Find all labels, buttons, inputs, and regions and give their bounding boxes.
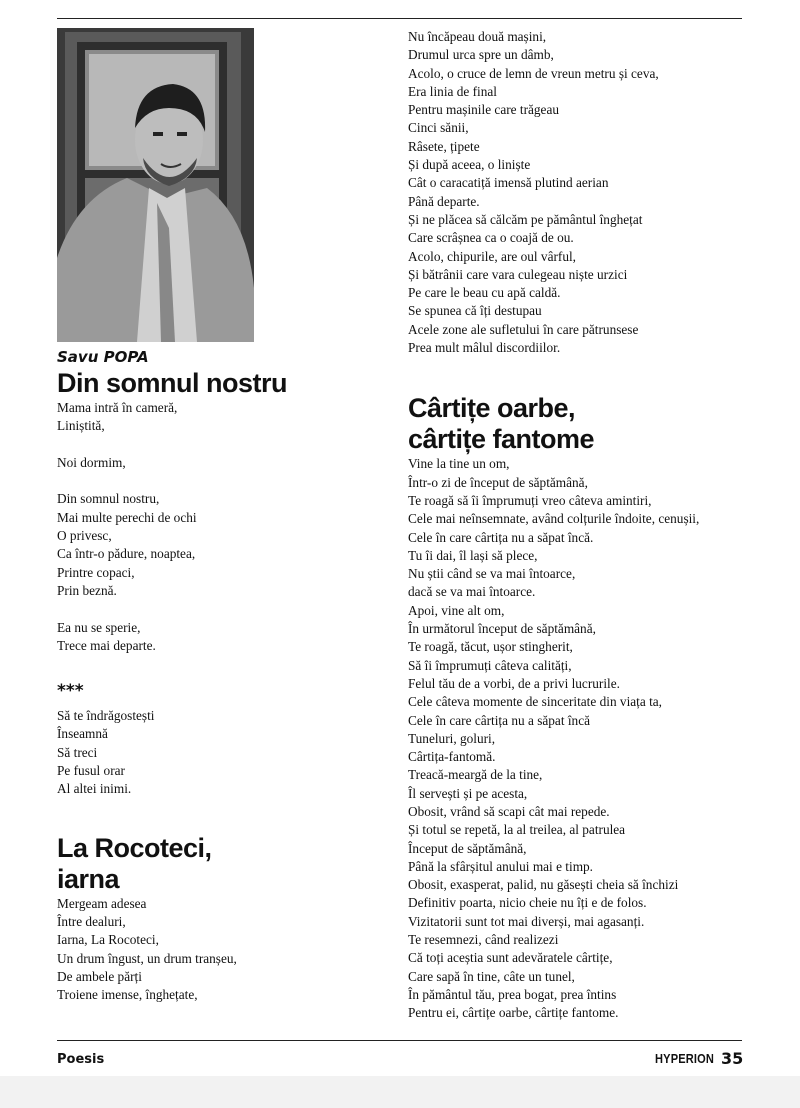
poem-line: Din somnul nostru, [57,491,160,507]
poem-la-rocoteci-part-2 [408,28,748,357]
poem-cartite-oarbe [408,455,748,1022]
stanza [57,619,387,656]
poem-title-line: Cârtițe oarbe, [408,393,576,424]
poem-line: O privesc, [57,528,112,544]
poem-line: Noi dormim, [57,454,126,470]
poem-line: Apoi, vine alt om, [408,602,505,618]
poem-line: Vine la tine un om, [408,456,510,472]
poem-line: Și bătrânii care vara culegeau niște urzici [408,266,628,282]
poem-line: Felul tău de a vorbi, de a privi lucrurile. [408,675,620,691]
stanza [57,490,387,600]
poem-line: Și totul se repetă, la al treilea, al patrulea [408,822,626,838]
poem-line: Prin beznă. [57,582,117,598]
poem-line: dacă se va mai întoarce. [408,584,536,600]
poem-line: Nu încăpeau două mașini, [408,29,547,44]
poem-line: Râsete, țipete [408,138,480,154]
poem-line: Pe fusul orar [57,763,125,779]
poem-line: În pământul tău, prea bogat, prea întins [408,986,617,1002]
poem-line: Să te îndrăgostești [57,708,155,724]
poem-line: Drumul urca spre un dâmb, [408,47,554,63]
poem-line: Cele câteva momente de sinceritate din viața ta, [408,694,663,710]
poem-title-line: cârtițe fantome [408,424,595,455]
poem-line: Iarna, La Rocoteci, [57,932,159,948]
poem-line: Acolo, chipurile, are oul vârful, [408,248,576,264]
poem-line: Cârtița-fantomă. [408,749,496,765]
poem-line: Cele în care cârtița nu a săpat încă. [408,529,594,545]
top-rule [57,18,742,19]
poem-line: Cele în care cârtița nu a săpat încă [408,712,590,728]
right-column [408,28,748,1023]
author-photo [57,28,254,342]
poem-line: Un drum îngust, un drum tranșeu, [57,950,237,966]
footer-section-name: Poesis [57,1052,105,1067]
poem-line: Cele mai neînsemnate, având colțurile îndoite, cenușii, [408,511,700,527]
poem-line: Trece mai departe. [57,637,156,653]
poem-line: Că toți aceștia sunt adevăratele cârtițe, [408,950,613,966]
footer-magazine-name: HYPERION [655,1051,715,1066]
poem-line: Tu îi dai, îl lași să plece, [408,547,538,563]
footer-page-number: 35 [721,1049,744,1068]
poem-line: Obosit, exasperat, palid, nu găsești cheia să închizi [408,877,679,893]
poem-line: Te roagă să îi împrumuți vreo câteva amintiri, [408,492,652,508]
poem-line: Definitiv poarta, nicio cheie nu îți e de folos. [408,895,647,911]
poem-la-rocoteci-part-1 [57,895,387,1005]
poem-line: Te roagă, tăcut, ușor stingherit, [408,639,573,655]
poem-title-asterisks: *** [57,681,84,702]
poem-title-line: La Rocoteci, [57,832,212,863]
poem-line: Obosit, vrând să scapi cât mai repede. [408,803,610,819]
poem-line: Treacă-meargă de la tine, [408,767,543,783]
poem-line: Cinci sănii, [408,120,469,136]
poem-line: Până la sfârșitul anului mai e timp. [408,858,594,874]
stanza [57,399,387,436]
poem-line: Printre copaci, [57,564,135,580]
poem-line: Pentru ei, cârtițe oarbe, cârtițe fantome. [408,1005,619,1021]
author-portrait-image [57,28,254,342]
poem-line: Prea mult mâlul discordiilor. [408,340,561,356]
poem-line: Între dealuri, [57,913,126,929]
poem-line: Te resemnezi, când realizezi [408,932,559,948]
bottom-rule [57,1040,742,1041]
poem-line: Să îi împrumuți câteva calități, [408,657,572,673]
poem-line: Vizitatorii sunt tot mai diverși, mai agasanți. [408,913,645,929]
poem-line: Liniștită, [57,418,105,434]
poem-line: Într-o zi de început de săptămână, [408,474,588,490]
poem-line: Era linia de final [408,83,497,99]
poem-line: Tuneluri, goluri, [408,730,496,746]
poem-line: Pe care le beau cu apă caldă. [408,285,561,301]
poem-line: Al altei inimi. [57,781,132,797]
poem-line: Acolo, o cruce de lemn de vreun metru și ceva, [408,65,659,81]
poem-title-cartite-oarbe [408,393,748,455]
author-name: Savu POPA [57,348,149,366]
poem-line: Ea nu se sperie, [57,619,141,635]
poem-asterisks [57,707,387,798]
poem-line: Cât o caracatiță imensă plutind aerian [408,175,609,191]
poem-line: Care scrâșnea ca o coajă de ou. [408,230,574,246]
poem-line: Acele zone ale sufletului în care pătrunsese [408,321,639,337]
poem-title-din-somnul-nostru: Din somnul nostru [57,368,287,398]
poem-din-somnul-nostru [57,399,387,655]
poem-title-la-rocoteci [57,833,387,895]
stanza [57,454,387,472]
bottom-margin-strip [0,1076,800,1108]
poem-line: Mai multe perechi de ochi [57,509,197,525]
poem-line: Mergeam adesea [57,895,147,911]
poem-line: Îl servești și pe acesta, [408,785,528,801]
poem-line: Pentru mașinile care trăgeau [408,102,559,118]
poem-line: Care sapă în tine, câte un tunel, [408,968,575,984]
poem-line: Să treci [57,744,98,760]
poem-line: Și după aceea, o liniște [408,157,531,173]
poem-line: Și ne plăcea să călcăm pe pământul înghețat [408,211,643,227]
poem-line: Început de săptămână, [408,840,527,856]
stanza [57,707,387,798]
poem-title-line: iarna [57,863,120,894]
poem-line: Ca într-o pădure, noaptea, [57,546,196,562]
poem-line: De ambele părți [57,968,142,984]
left-column [57,28,387,1004]
poem-line: Înseamnă [57,726,108,742]
poem-line: Mama intră în cameră, [57,400,178,415]
poem-line: Nu știi când se va mai întoarce, [408,566,576,582]
poem-line: În următorul început de săptămână, [408,621,596,637]
poem-line: Troiene imense, înghețate, [57,987,198,1003]
poem-line: Până departe. [408,193,480,209]
poem-line: Se spunea că îți destupau [408,303,542,319]
